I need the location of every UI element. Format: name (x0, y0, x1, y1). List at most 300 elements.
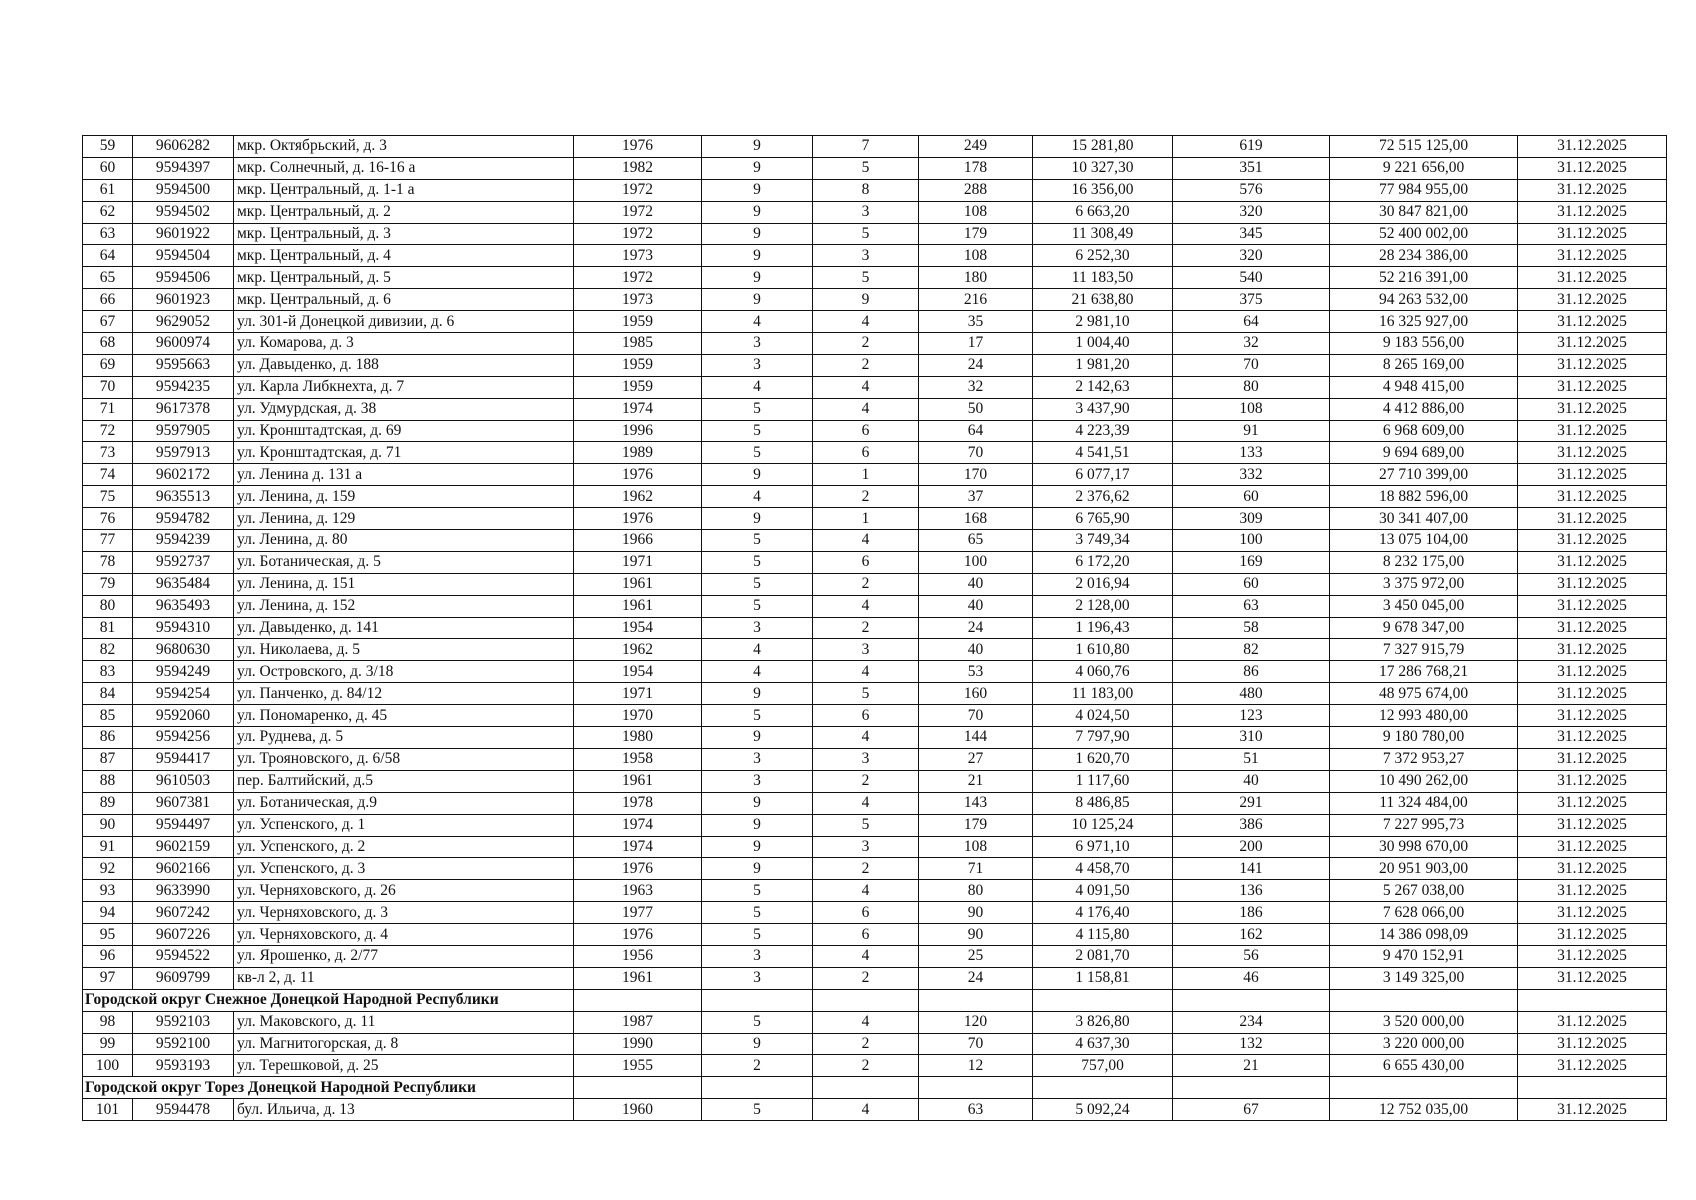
cost-cell: 30 341 407,00 (1330, 508, 1518, 530)
floors-cell: 4 (702, 661, 813, 683)
build-year-cell: 1974 (574, 814, 702, 836)
area-cell: 4 176,40 (1033, 902, 1173, 924)
build-year-cell: 1982 (574, 157, 702, 179)
row-number-cell: 82 (83, 639, 133, 661)
address-cell: мкр. Октябрьский, д. 3 (234, 136, 574, 158)
deadline-cell: 31.12.2025 (1518, 617, 1667, 639)
apartments-cell: 108 (919, 245, 1033, 267)
row-number-cell: 71 (83, 398, 133, 420)
area-cell: 1 620,70 (1033, 748, 1173, 770)
floors-cell: 5 (702, 880, 813, 902)
row-number-cell: 76 (83, 508, 133, 530)
row-number-cell: 63 (83, 223, 133, 245)
build-year-cell: 1976 (574, 858, 702, 880)
floors-cell: 3 (702, 770, 813, 792)
area-cell: 6 172,20 (1033, 551, 1173, 573)
empty-cell (1518, 1077, 1667, 1099)
floors-cell: 5 (702, 530, 813, 552)
area-cell: 1 196,43 (1033, 617, 1173, 639)
row-number-cell: 95 (83, 924, 133, 946)
table-row (83, 639, 1667, 661)
build-year-cell: 1976 (574, 464, 702, 486)
apartments-cell: 71 (919, 858, 1033, 880)
residents-cell: 186 (1173, 902, 1330, 924)
building-code-cell: 9597905 (133, 420, 234, 442)
empty-cell (1033, 1077, 1173, 1099)
address-cell: ул. Магнитогорская, д. 8 (234, 1033, 574, 1055)
apartments-cell: 160 (919, 683, 1033, 705)
table-row (83, 902, 1667, 924)
deadline-cell: 31.12.2025 (1518, 858, 1667, 880)
building-code-cell: 9602166 (133, 858, 234, 880)
apartments-cell: 65 (919, 530, 1033, 552)
floors-cell: 9 (702, 223, 813, 245)
build-year-cell: 1959 (574, 354, 702, 376)
floors-cell: 9 (702, 245, 813, 267)
address-cell: ул. Успенского, д. 3 (234, 858, 574, 880)
residents-cell: 141 (1173, 858, 1330, 880)
row-number-cell: 73 (83, 442, 133, 464)
row-number-cell: 59 (83, 136, 133, 158)
entrances-cell: 4 (813, 530, 919, 552)
row-number-cell: 101 (83, 1099, 133, 1121)
build-year-cell: 1954 (574, 661, 702, 683)
area-cell: 21 638,80 (1033, 289, 1173, 311)
entrances-cell: 2 (813, 967, 919, 989)
building-code-cell: 9594310 (133, 617, 234, 639)
row-number-cell: 62 (83, 201, 133, 223)
build-year-cell: 1971 (574, 683, 702, 705)
apartments-cell: 179 (919, 223, 1033, 245)
residents-cell: 576 (1173, 179, 1330, 201)
address-cell: ул. Ленина, д. 151 (234, 573, 574, 595)
table-row (83, 705, 1667, 727)
row-number-cell: 65 (83, 267, 133, 289)
building-code-cell: 9592103 (133, 1011, 234, 1033)
address-cell: пер. Балтийский, д.5 (234, 770, 574, 792)
deadline-cell: 31.12.2025 (1518, 420, 1667, 442)
floors-cell: 3 (702, 748, 813, 770)
empty-cell (1173, 1077, 1330, 1099)
building-code-cell: 9594506 (133, 267, 234, 289)
cost-cell: 3 220 000,00 (1330, 1033, 1518, 1055)
deadline-cell: 31.12.2025 (1518, 836, 1667, 858)
apartments-cell: 24 (919, 967, 1033, 989)
deadline-cell: 31.12.2025 (1518, 727, 1667, 749)
row-number-cell: 79 (83, 573, 133, 595)
apartments-cell: 24 (919, 354, 1033, 376)
address-cell: ул. Комарова, д. 3 (234, 333, 574, 355)
row-number-cell: 64 (83, 245, 133, 267)
deadline-cell: 31.12.2025 (1518, 508, 1667, 530)
cost-cell: 72 515 125,00 (1330, 136, 1518, 158)
deadline-cell: 31.12.2025 (1518, 661, 1667, 683)
address-cell: бул. Ильича, д. 13 (234, 1099, 574, 1121)
apartments-cell: 25 (919, 945, 1033, 967)
entrances-cell: 6 (813, 902, 919, 924)
deadline-cell: 31.12.2025 (1518, 267, 1667, 289)
floors-cell: 4 (702, 311, 813, 333)
cost-cell: 52 400 002,00 (1330, 223, 1518, 245)
table-row (83, 136, 1667, 158)
deadline-cell: 31.12.2025 (1518, 464, 1667, 486)
row-number-cell: 92 (83, 858, 133, 880)
table-row (83, 376, 1667, 398)
row-number-cell: 98 (83, 1011, 133, 1033)
table-row (83, 1033, 1667, 1055)
build-year-cell: 1974 (574, 836, 702, 858)
apartments-cell: 63 (919, 1099, 1033, 1121)
cost-cell: 18 882 596,00 (1330, 486, 1518, 508)
entrances-cell: 4 (813, 398, 919, 420)
building-code-cell: 9601923 (133, 289, 234, 311)
cost-cell: 3 450 045,00 (1330, 595, 1518, 617)
build-year-cell: 1962 (574, 486, 702, 508)
deadline-cell: 31.12.2025 (1518, 902, 1667, 924)
residents-cell: 82 (1173, 639, 1330, 661)
area-cell: 1 981,20 (1033, 354, 1173, 376)
address-cell: ул. Терешковой, д. 25 (234, 1055, 574, 1077)
empty-cell (919, 1077, 1033, 1099)
build-year-cell: 1985 (574, 333, 702, 355)
apartments-cell: 70 (919, 1033, 1033, 1055)
floors-cell: 9 (702, 179, 813, 201)
row-number-cell: 94 (83, 902, 133, 924)
residents-cell: 56 (1173, 945, 1330, 967)
apartments-cell: 37 (919, 486, 1033, 508)
residents-cell: 58 (1173, 617, 1330, 639)
cost-cell: 9 180 780,00 (1330, 727, 1518, 749)
building-code-cell: 9592100 (133, 1033, 234, 1055)
deadline-cell: 31.12.2025 (1518, 595, 1667, 617)
entrances-cell: 3 (813, 201, 919, 223)
build-year-cell: 1980 (574, 727, 702, 749)
entrances-cell: 6 (813, 420, 919, 442)
deadline-cell: 31.12.2025 (1518, 945, 1667, 967)
table-row (83, 245, 1667, 267)
address-cell: кв-л 2, д. 11 (234, 967, 574, 989)
deadline-cell: 31.12.2025 (1518, 1099, 1667, 1121)
table-row (83, 289, 1667, 311)
table-row (83, 792, 1667, 814)
build-year-cell: 1972 (574, 223, 702, 245)
building-code-cell: 9594782 (133, 508, 234, 530)
section-title: Городской округ Торез Донецкой Народной Республики (83, 1077, 574, 1099)
cost-cell: 4 412 886,00 (1330, 398, 1518, 420)
residents-cell: 21 (1173, 1055, 1330, 1077)
entrances-cell: 4 (813, 376, 919, 398)
deadline-cell: 31.12.2025 (1518, 245, 1667, 267)
floors-cell: 2 (702, 1055, 813, 1077)
residents-cell: 386 (1173, 814, 1330, 836)
residents-cell: 108 (1173, 398, 1330, 420)
row-number-cell: 77 (83, 530, 133, 552)
cost-cell: 3 375 972,00 (1330, 573, 1518, 595)
floors-cell: 9 (702, 201, 813, 223)
deadline-cell: 31.12.2025 (1518, 442, 1667, 464)
entrances-cell: 1 (813, 464, 919, 486)
area-cell: 4 060,76 (1033, 661, 1173, 683)
building-code-cell: 9635484 (133, 573, 234, 595)
entrances-cell: 4 (813, 945, 919, 967)
row-number-cell: 100 (83, 1055, 133, 1077)
residents-cell: 60 (1173, 486, 1330, 508)
building-code-cell: 9592737 (133, 551, 234, 573)
floors-cell: 5 (702, 705, 813, 727)
address-cell: ул. Руднева, д. 5 (234, 727, 574, 749)
residents-cell: 375 (1173, 289, 1330, 311)
entrances-cell: 2 (813, 354, 919, 376)
floors-cell: 3 (702, 945, 813, 967)
residents-cell: 291 (1173, 792, 1330, 814)
area-cell: 4 541,51 (1033, 442, 1173, 464)
apartments-cell: 40 (919, 573, 1033, 595)
deadline-cell: 31.12.2025 (1518, 311, 1667, 333)
floors-cell: 5 (702, 442, 813, 464)
cost-cell: 3 520 000,00 (1330, 1011, 1518, 1033)
deadline-cell: 31.12.2025 (1518, 880, 1667, 902)
address-cell: ул. Ленина, д. 129 (234, 508, 574, 530)
area-cell: 6 252,30 (1033, 245, 1173, 267)
residents-cell: 32 (1173, 333, 1330, 355)
entrances-cell: 2 (813, 1055, 919, 1077)
build-year-cell: 1963 (574, 880, 702, 902)
build-year-cell: 1996 (574, 420, 702, 442)
building-code-cell: 9602172 (133, 464, 234, 486)
empty-cell (1173, 989, 1330, 1011)
floors-cell: 9 (702, 858, 813, 880)
row-number-cell: 89 (83, 792, 133, 814)
entrances-cell: 5 (813, 223, 919, 245)
floors-cell: 5 (702, 398, 813, 420)
residents-cell: 169 (1173, 551, 1330, 573)
entrances-cell: 4 (813, 661, 919, 683)
area-cell: 4 115,80 (1033, 924, 1173, 946)
row-number-cell: 75 (83, 486, 133, 508)
deadline-cell: 31.12.2025 (1518, 376, 1667, 398)
floors-cell: 9 (702, 508, 813, 530)
floors-cell: 5 (702, 1099, 813, 1121)
entrances-cell: 4 (813, 311, 919, 333)
cost-cell: 11 324 484,00 (1330, 792, 1518, 814)
row-number-cell: 90 (83, 814, 133, 836)
build-year-cell: 1959 (574, 311, 702, 333)
build-year-cell: 1974 (574, 398, 702, 420)
build-year-cell: 1987 (574, 1011, 702, 1033)
floors-cell: 9 (702, 267, 813, 289)
address-cell: мкр. Центральный, д. 3 (234, 223, 574, 245)
empty-cell (1330, 989, 1518, 1011)
deadline-cell: 31.12.2025 (1518, 639, 1667, 661)
entrances-cell: 4 (813, 880, 919, 902)
area-cell: 2 142,63 (1033, 376, 1173, 398)
residents-cell: 351 (1173, 157, 1330, 179)
empty-cell (813, 989, 919, 1011)
address-cell: ул. Успенского, д. 1 (234, 814, 574, 836)
address-cell: мкр. Центральный, д. 5 (234, 267, 574, 289)
address-cell: ул. Черняховского, д. 3 (234, 902, 574, 924)
building-code-cell: 9633990 (133, 880, 234, 902)
cost-cell: 48 975 674,00 (1330, 683, 1518, 705)
address-cell: ул. Ботаническая, д.9 (234, 792, 574, 814)
apartments-cell: 168 (919, 508, 1033, 530)
apartments-cell: 24 (919, 617, 1033, 639)
entrances-cell: 5 (813, 814, 919, 836)
empty-cell (574, 1077, 702, 1099)
floors-cell: 5 (702, 595, 813, 617)
apartments-cell: 144 (919, 727, 1033, 749)
empty-cell (1033, 989, 1173, 1011)
entrances-cell: 8 (813, 179, 919, 201)
entrances-cell: 2 (813, 1033, 919, 1055)
floors-cell: 3 (702, 354, 813, 376)
residents-cell: 133 (1173, 442, 1330, 464)
building-code-cell: 9594504 (133, 245, 234, 267)
cost-cell: 7 227 995,73 (1330, 814, 1518, 836)
table-row (83, 223, 1667, 245)
deadline-cell: 31.12.2025 (1518, 1055, 1667, 1077)
entrances-cell: 4 (813, 727, 919, 749)
table-row (83, 683, 1667, 705)
table-row (83, 420, 1667, 442)
cost-cell: 94 263 532,00 (1330, 289, 1518, 311)
address-cell: ул. Ярошенко, д. 2/77 (234, 945, 574, 967)
entrances-cell: 3 (813, 639, 919, 661)
floors-cell: 3 (702, 967, 813, 989)
address-cell: мкр. Центральный, д. 2 (234, 201, 574, 223)
floors-cell: 9 (702, 289, 813, 311)
residents-cell: 136 (1173, 880, 1330, 902)
building-code-cell: 9594502 (133, 201, 234, 223)
floors-cell: 9 (702, 157, 813, 179)
build-year-cell: 1956 (574, 945, 702, 967)
apartments-cell: 53 (919, 661, 1033, 683)
apartments-cell: 100 (919, 551, 1033, 573)
floors-cell: 9 (702, 727, 813, 749)
deadline-cell: 31.12.2025 (1518, 398, 1667, 420)
section-header-row (83, 989, 1667, 1011)
build-year-cell: 1973 (574, 245, 702, 267)
table-row (83, 530, 1667, 552)
table-row (83, 727, 1667, 749)
residents-cell: 123 (1173, 705, 1330, 727)
table-row (83, 661, 1667, 683)
entrances-cell: 4 (813, 1011, 919, 1033)
deadline-cell: 31.12.2025 (1518, 814, 1667, 836)
address-cell: ул. Николаева, д. 5 (234, 639, 574, 661)
residents-cell: 46 (1173, 967, 1330, 989)
residents-cell: 51 (1173, 748, 1330, 770)
building-code-cell: 9594249 (133, 661, 234, 683)
address-cell: ул. Кронштадтская, д. 71 (234, 442, 574, 464)
build-year-cell: 1954 (574, 617, 702, 639)
deadline-cell: 31.12.2025 (1518, 770, 1667, 792)
residents-cell: 63 (1173, 595, 1330, 617)
building-code-cell: 9607226 (133, 924, 234, 946)
residents-cell: 60 (1173, 573, 1330, 595)
residents-cell: 132 (1173, 1033, 1330, 1055)
area-cell: 5 092,24 (1033, 1099, 1173, 1121)
floors-cell: 9 (702, 136, 813, 158)
apartments-cell: 21 (919, 770, 1033, 792)
area-cell: 16 356,00 (1033, 179, 1173, 201)
floors-cell: 9 (702, 683, 813, 705)
cost-cell: 12 993 480,00 (1330, 705, 1518, 727)
residents-cell: 162 (1173, 924, 1330, 946)
cost-cell: 7 327 915,79 (1330, 639, 1518, 661)
build-year-cell: 1962 (574, 639, 702, 661)
residents-cell: 40 (1173, 770, 1330, 792)
apartments-cell: 70 (919, 705, 1033, 727)
building-code-cell: 9635513 (133, 486, 234, 508)
apartments-cell: 120 (919, 1011, 1033, 1033)
table-row (83, 333, 1667, 355)
building-code-cell: 9594256 (133, 727, 234, 749)
table-row (83, 595, 1667, 617)
empty-cell (574, 989, 702, 1011)
entrances-cell: 4 (813, 792, 919, 814)
table-row (83, 442, 1667, 464)
address-cell: мкр. Центральный, д. 1-1 а (234, 179, 574, 201)
build-year-cell: 1976 (574, 508, 702, 530)
table-row (83, 398, 1667, 420)
build-year-cell: 1966 (574, 530, 702, 552)
entrances-cell: 2 (813, 486, 919, 508)
address-cell: ул. Черняховского, д. 4 (234, 924, 574, 946)
floors-cell: 3 (702, 617, 813, 639)
cost-cell: 9 694 689,00 (1330, 442, 1518, 464)
residents-cell: 234 (1173, 1011, 1330, 1033)
build-year-cell: 1971 (574, 551, 702, 573)
address-cell: ул. Трояновского, д. 6/58 (234, 748, 574, 770)
deadline-cell: 31.12.2025 (1518, 1033, 1667, 1055)
table-row (83, 551, 1667, 573)
empty-cell (813, 1077, 919, 1099)
area-cell: 4 458,70 (1033, 858, 1173, 880)
address-cell: ул. Маковского, д. 11 (234, 1011, 574, 1033)
deadline-cell: 31.12.2025 (1518, 223, 1667, 245)
table-row (83, 311, 1667, 333)
building-code-cell: 9594235 (133, 376, 234, 398)
row-number-cell: 87 (83, 748, 133, 770)
row-number-cell: 69 (83, 354, 133, 376)
floors-cell: 9 (702, 1033, 813, 1055)
floors-cell: 4 (702, 639, 813, 661)
deadline-cell: 31.12.2025 (1518, 573, 1667, 595)
entrances-cell: 5 (813, 683, 919, 705)
table-row (83, 1099, 1667, 1121)
apartments-cell: 32 (919, 376, 1033, 398)
row-number-cell: 67 (83, 311, 133, 333)
building-code-cell: 9601922 (133, 223, 234, 245)
apartments-cell: 216 (919, 289, 1033, 311)
entrances-cell: 2 (813, 858, 919, 880)
build-year-cell: 1977 (574, 902, 702, 924)
deadline-cell: 31.12.2025 (1518, 705, 1667, 727)
deadline-cell: 31.12.2025 (1518, 748, 1667, 770)
building-code-cell: 9593193 (133, 1055, 234, 1077)
floors-cell: 9 (702, 792, 813, 814)
empty-cell (1330, 1077, 1518, 1099)
area-cell: 6 077,17 (1033, 464, 1173, 486)
building-code-cell: 9594500 (133, 179, 234, 201)
build-year-cell: 1972 (574, 179, 702, 201)
build-year-cell: 1972 (574, 267, 702, 289)
entrances-cell: 9 (813, 289, 919, 311)
apartments-cell: 90 (919, 902, 1033, 924)
address-cell: ул. Карла Либкнехта, д. 7 (234, 376, 574, 398)
address-cell: ул. Ленина д. 131 а (234, 464, 574, 486)
